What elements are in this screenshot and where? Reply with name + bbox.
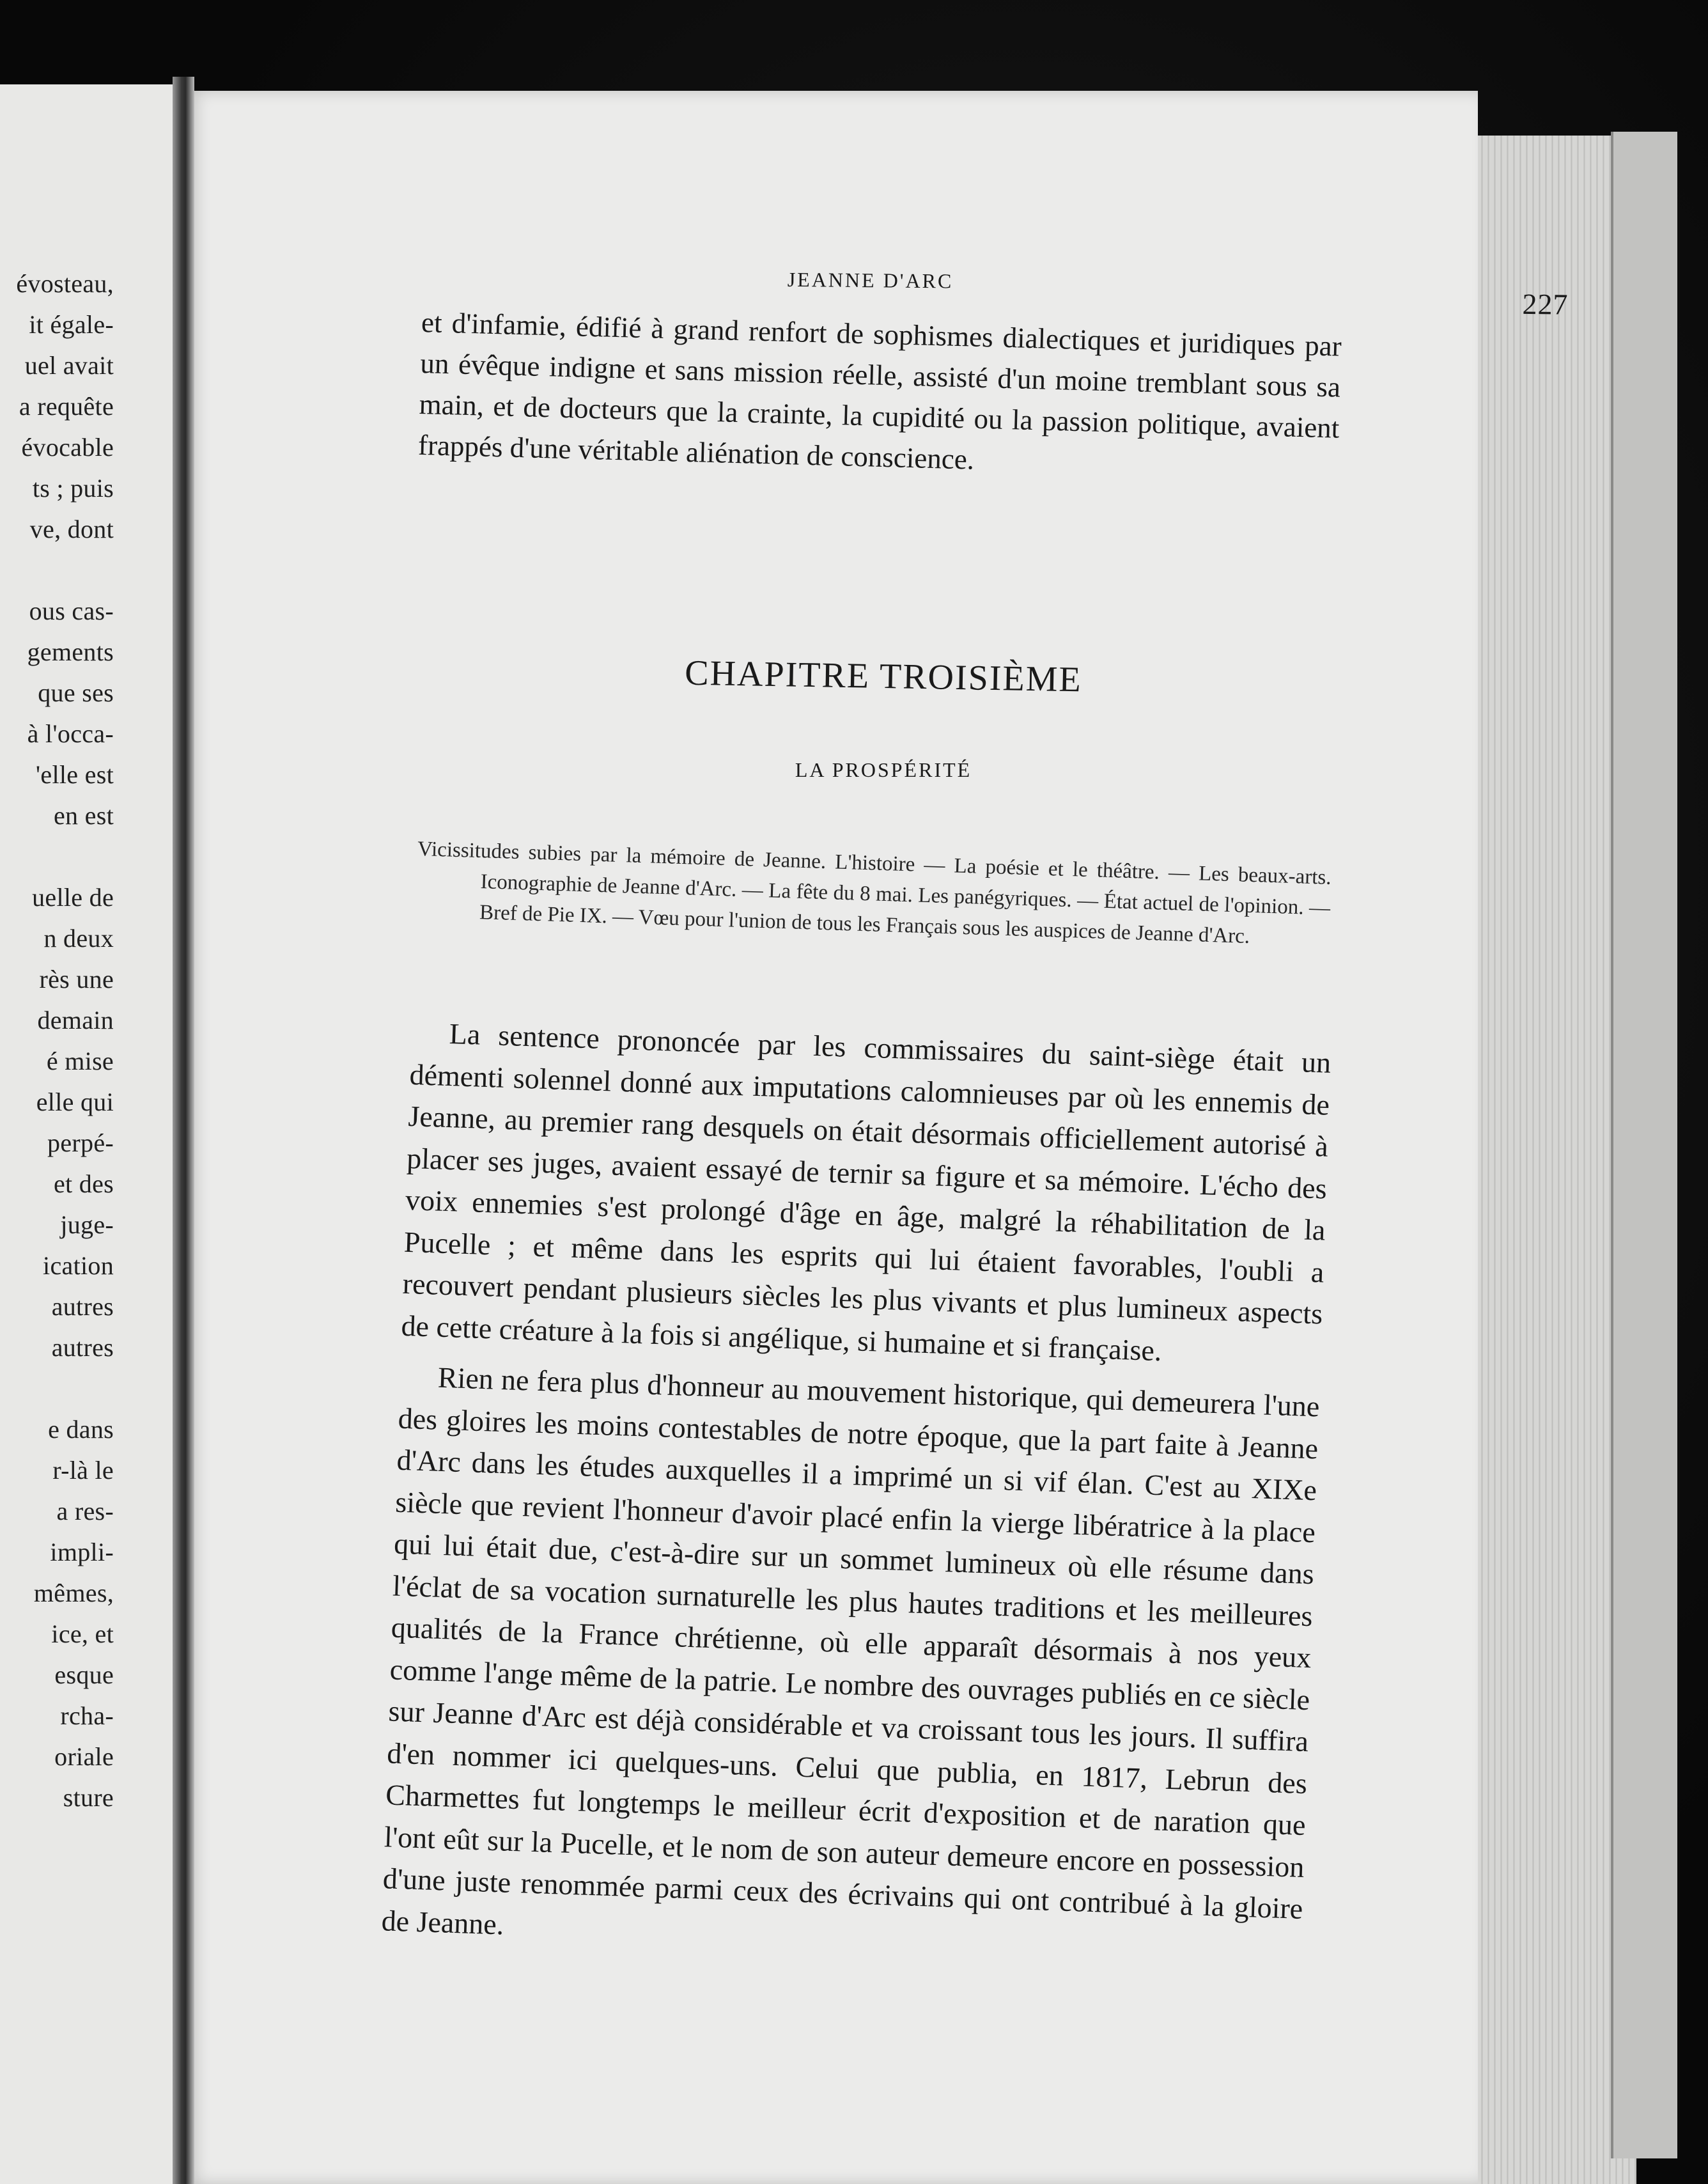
summary-text: Vicissitudes subies par la mémoire de Jeanne. L'histoire — La poésie et le théâtre. — Les beaux-arts. Iconographie de Jeanne d'Arc. — La fête du 8 mai. Les panégyriques. — État actuel de l'opinion. — Bref de Pie IX. — Vœu pour l'union de tous les Français sous les auspices de Jeanne d'Arc. [417, 837, 1332, 948]
facing-page-line: perpé- [47, 1128, 114, 1157]
body-paragraph: La sentence prononcée par les commissaires du saint-siège était un démenti solennel donné aux imputations calomnieuses par où les ennemis de Jeanne, au premier rang desquels on était désormais officiellement autorisé à placer ses juges, avaient essayé de ternir sa figure et sa mémoire. L'écho des voix ennemies s'est prolongé d'âge en âge, malgré la réhabilitation de la Pucelle ; et même dans les esprits qui lui étaient favorables, l'oubli a recouvert pendant plusieurs siècles les plus vivants et plus lumineux aspects de cette créature à la fois si angélique, si humaine et si française. [400, 1017, 1331, 1367]
chapter-title: CHAPITRE TROISIÈME [684, 653, 1083, 700]
facing-page-line: ication [43, 1251, 114, 1280]
facing-page-line: é mise [46, 1047, 114, 1075]
continuation-paragraph [417, 302, 1342, 490]
facing-page-line: it égale- [29, 310, 114, 339]
facing-page-line: esque [54, 1660, 114, 1689]
facing-page-line: a requête [19, 392, 114, 421]
facing-page-line: rcha- [60, 1701, 114, 1730]
book-page [187, 91, 1569, 2184]
paragraph-text: et d'infamie, édifié à grand renfort de sophismes dialectiques et juridiques par un évêque indigne et sans mission réelle, assisté d'un moine tremblant sous sa main, et de docteurs que la crainte, la cupidité ou la passion politique, avaient frappés d'une véritable aliénation de conscience. [417, 306, 1342, 476]
page-gutter [173, 77, 194, 2184]
facing-page-line: r-là le [52, 1456, 114, 1485]
facing-page-line: oriale [54, 1742, 114, 1771]
chapter-summary [415, 834, 1331, 955]
facing-page-line: gements [27, 637, 114, 666]
facing-page-line: ice, et [51, 1619, 114, 1648]
chapter-subtitle: LA PROSPÉRITÉ [795, 758, 972, 781]
facing-page-line: uelle de [32, 883, 114, 912]
facing-page-line: n deux [43, 924, 114, 953]
facing-page-line: a res- [56, 1497, 114, 1525]
facing-page-line: autres [51, 1292, 114, 1321]
facing-page-line: 'elle est [35, 760, 114, 789]
facing-page-line: e dans [48, 1415, 114, 1444]
facing-page-line: évosteau, [16, 269, 114, 298]
facing-page-line: en est [54, 801, 114, 830]
facing-page-line: ve, dont [29, 515, 114, 543]
facing-page-line: uel avait [24, 351, 114, 380]
facing-page-line: rès une [39, 965, 114, 994]
facing-page-line: à l'occa- [27, 719, 114, 748]
book-edge [1611, 132, 1677, 2158]
facing-page-line: demain [37, 1006, 114, 1034]
facing-page-line: ous cas- [29, 597, 114, 625]
facing-page-line: mêmes, [33, 1579, 114, 1607]
body-paragraph: Rien ne fera plus d'honneur au mouvement historique, qui demeurera l'une des gloires les moins contestables de notre époque, que la part faite à Jeanne d'Arc dans les études auxquelles il a imprimé un si vif élan. C'est au XIXe siècle que revient l'honneur d'avoir placé enfin la vierge libératrice à la place qui lui était due, c'est-à-dire sur un sommet lumineux où elle résume dans l'éclat de sa vocation surnaturelle les plus hautes traditions et les meilleures qualités de la France chrétienne, où elle apparaît désormais à nos yeux comme l'ange même de la patrie. Le nombre des ouvrages publiés en ce siècle sur Jeanne d'Arc est déjà considérable et va croissant tous les jours. Il suffira d'en nommer ici quelques-uns. Celui que publia, en 1817, Lebrun des Charmettes fut longtemps le meilleur écrit d'exposition et de naration que l'ont eût sur la Pucelle, et le nom de son auteur demeure encore en possession d'une juste renommée parmi ceux des écrivains qui ont contribué à la gloire de Jeanne. [381, 1361, 1321, 1941]
facing-page-line: sture [63, 1783, 114, 1812]
facing-page-fragment [0, 84, 180, 2184]
facing-page-line: ts ; puis [32, 474, 114, 503]
facing-page-line: évocable [21, 433, 114, 462]
facing-page-line: et des [54, 1169, 114, 1198]
page-number: 227 [1522, 287, 1569, 321]
running-head [596, 266, 1569, 321]
running-title: JEANNE D'ARC [787, 267, 954, 293]
facing-page-line: autres [51, 1333, 114, 1362]
facing-page-line: elle qui [36, 1088, 114, 1116]
facing-page-line: juge- [60, 1210, 114, 1239]
facing-page-line: que ses [38, 678, 114, 707]
chapter-body [381, 1011, 1331, 1972]
facing-page-line: impli- [50, 1538, 114, 1566]
